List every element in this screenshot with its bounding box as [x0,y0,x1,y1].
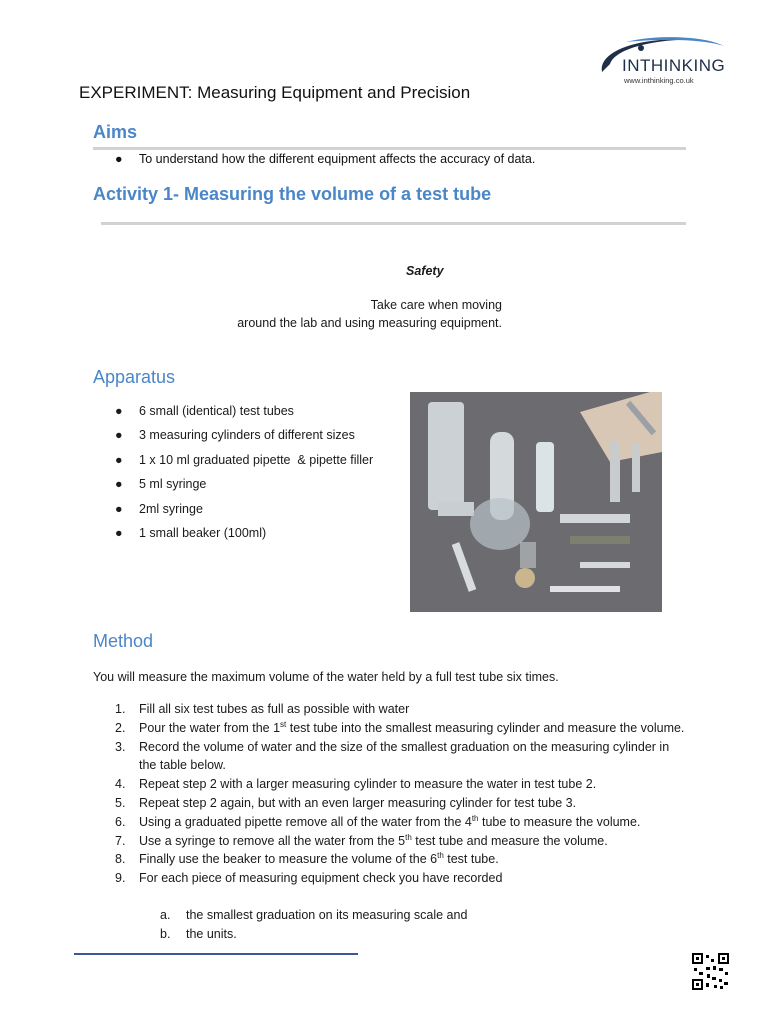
list-item: 2. Pour the water from the 1st test tube into the smallest measuring cylinder and measure the volume. [115,719,685,735]
list-item: 1. Fill all six test tubes as full as possible with water [115,702,410,716]
qr-code-icon [692,953,729,990]
list-item: ● 5 ml syringe [115,477,207,492]
list-item: a. the smallest graduation on its measuring scale and [160,908,468,922]
list-item: 9. For each piece of measuring equipment check you have recorded [115,871,503,886]
bullet: ● [115,152,123,166]
method-intro: You will measure the maximum volume of the water held by a full test tube six times. [93,670,559,684]
list-item: ● 6 small (identical) test tubes [115,404,294,418]
list-item: 7. Use a syringe to remove all the water from the 5th test tube and measure the volume. [115,832,608,848]
list-item: 5. Repeat step 2 again, but with an even larger measuring cylinder for test tube 3. [115,795,577,810]
method-substeps [160,906,467,944]
section-divider [101,222,686,225]
list-item: 8. Finally use the beaker to measure the volume of the 6th test tube. [115,851,499,867]
list-item: ● 3 measuring cylinders of different sizes [115,428,355,443]
list-item: 4. Repeat step 2 with a larger measuring cylinder to measure the water in test tube 2. [115,777,597,792]
list-item: b. the units. [160,927,237,941]
list-item: ● 1 x 10 ml graduated pipette & pipette filler [115,452,374,467]
inthinking-logo [596,34,728,90]
list-item: ● 1 small beaker (100ml) [115,525,267,540]
apparatus-photo [410,392,662,612]
method-heading: Method [93,631,154,651]
section-divider [93,147,686,150]
aims-item: ● To understand how the different equipment affects the accuracy of data. [115,152,536,166]
document-title: EXPERIMENT: Measuring Equipment and Precision [79,83,471,102]
apparatus-heading: Apparatus [93,367,176,387]
footer-divider [74,953,358,955]
list-item: 6. Using a graduated pipette remove all of the water from the 4th tube to measure the volume. [115,813,641,829]
list-item: 3. Record the volume of water and the size of the smallest graduation on the measuring cylinder in the table below. [115,739,670,773]
logo-url: www.inthinking.co.uk [624,76,694,85]
list-item: ● 2ml syringe [115,501,203,516]
logo-wordmark: INTHINKING [622,56,726,75]
method-steps [115,700,685,888]
safety-title: Safety [406,264,444,278]
activity-heading: Activity 1- Measuring the volume of a test tube [93,184,492,204]
aims-heading: Aims [93,122,138,142]
apparatus-list [115,404,373,550]
safety-text: Take care when moving around the lab and using measuring equipment. [237,298,502,330]
